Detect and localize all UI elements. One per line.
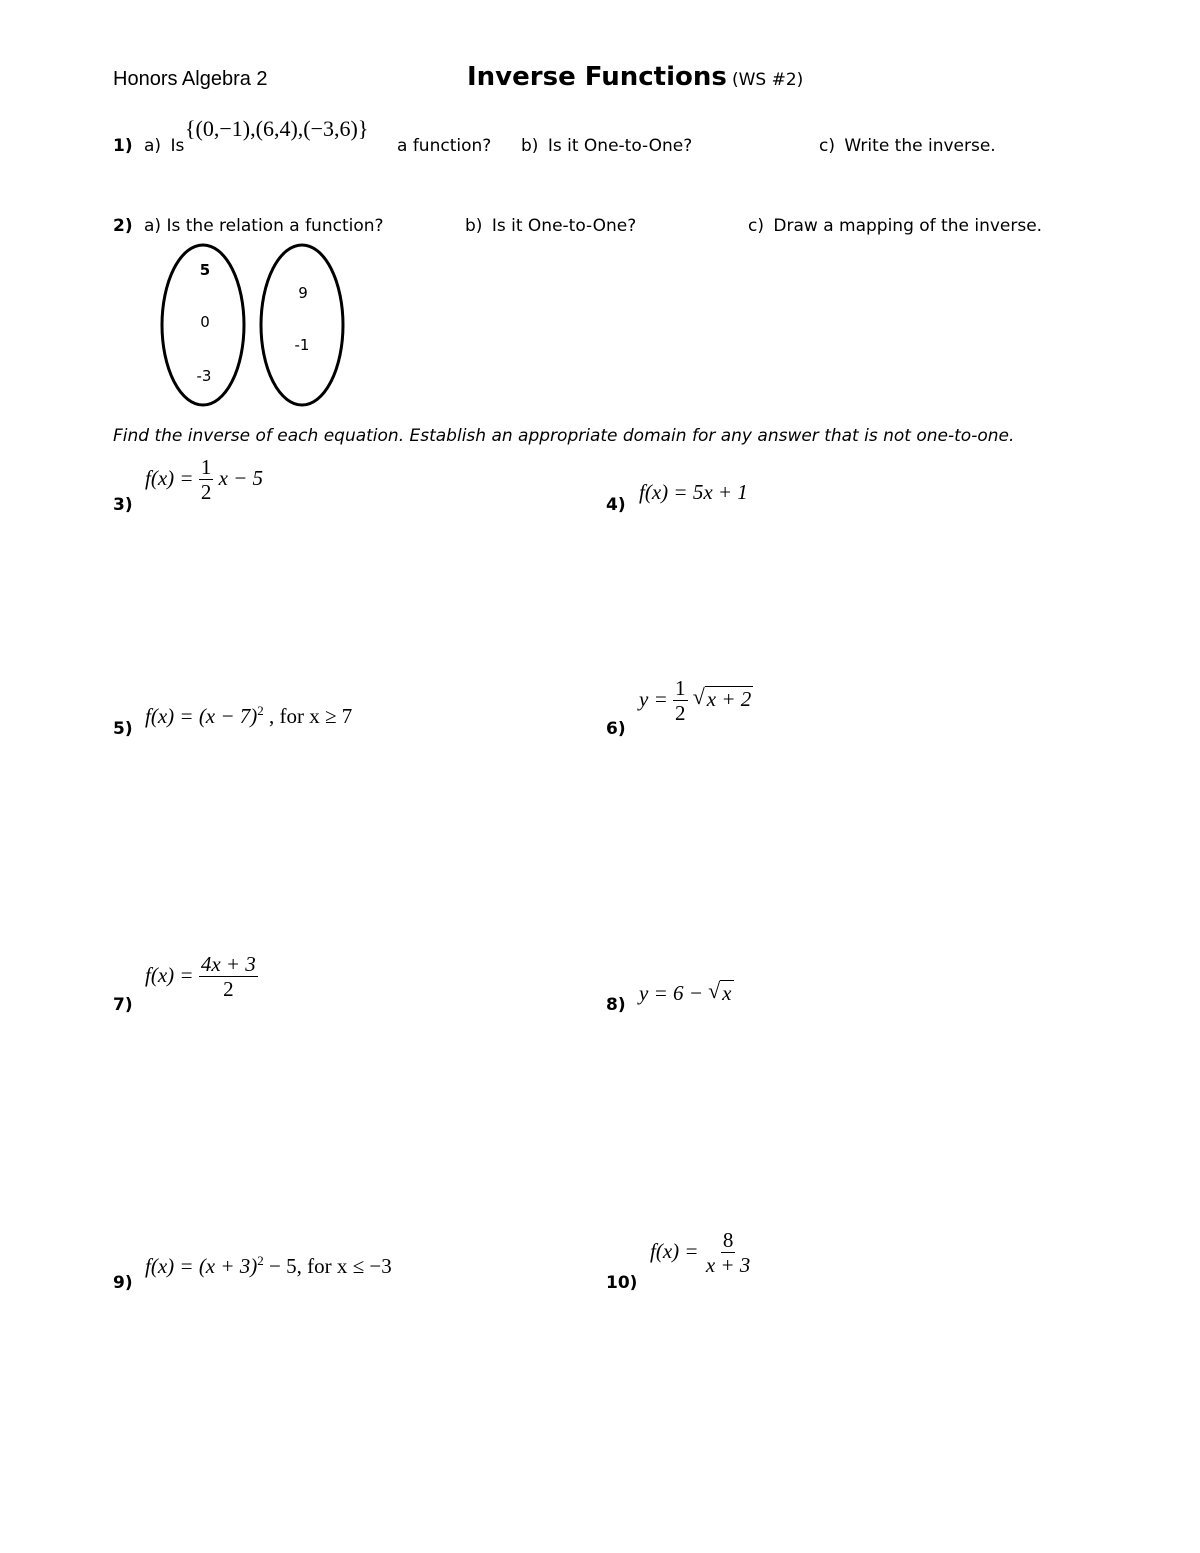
numerator: 1 <box>200 455 212 479</box>
fraction <box>673 678 688 724</box>
question-text: Is the relation a function? <box>166 216 384 236</box>
title-subtitle: (WS #2) <box>731 70 804 90</box>
equation <box>145 703 352 729</box>
fraction <box>199 457 214 503</box>
equation <box>145 1253 392 1279</box>
part-label: c) <box>819 136 835 156</box>
question-number: 1) <box>113 136 133 156</box>
question-text: a function? <box>397 136 492 156</box>
problem-number: 6) <box>606 719 626 739</box>
question-c <box>819 136 996 156</box>
equation <box>145 457 263 503</box>
problem-8 <box>606 978 906 1023</box>
domain-value: 0 <box>200 313 210 331</box>
equation-lhs: y = <box>639 686 668 711</box>
problem-10 <box>606 1228 906 1298</box>
numerator: 1 <box>675 676 686 700</box>
problem-number: 9) <box>113 1273 133 1293</box>
exponent: 2 <box>257 703 264 718</box>
fraction <box>199 954 258 1000</box>
title-text: Inverse Functions <box>467 62 727 92</box>
range-value: 9 <box>298 284 308 302</box>
domain-value: -3 <box>196 367 212 385</box>
equation: f(x) = 5x + 1 <box>639 480 748 504</box>
question-text: Write the inverse. <box>844 136 996 156</box>
domain-value: 5 <box>199 261 211 279</box>
question-text: Is it One-to-One? <box>491 216 637 236</box>
equation <box>145 954 258 1000</box>
problem-number: 10) <box>606 1273 638 1293</box>
equation <box>650 1230 752 1276</box>
fraction <box>704 1230 753 1276</box>
mapping-diagram <box>155 240 355 412</box>
course-name: Honors Algebra 2 <box>113 68 268 90</box>
question-text: Is it One-to-One? <box>547 136 693 156</box>
instructions: Find the inverse of each equation. Establish an appropriate domain for any answer that is not one-to-one. <box>113 426 1015 446</box>
equation-lhs: f(x) = (x − 7) <box>145 704 258 728</box>
equation-rest: x − 5 <box>218 465 264 490</box>
question-c <box>748 216 1042 236</box>
problem-4 <box>606 478 906 518</box>
problem-number: 7) <box>113 995 133 1015</box>
part-label: a) <box>144 216 162 236</box>
radicand: x <box>722 981 732 1005</box>
part-label: c) <box>748 216 764 236</box>
equation <box>639 678 753 724</box>
question-text: Draw a mapping of the inverse. <box>773 216 1043 236</box>
radicand: x + 2 <box>706 686 752 711</box>
problem-5 <box>113 700 533 745</box>
equation-lhs: y = 6 − <box>639 981 703 1005</box>
ordered-pair-set: {(0,−1),(6,4),(−3,6)} <box>185 116 369 141</box>
equation-rest: − 5, for x ≤ −3 <box>263 1254 392 1278</box>
problem-9 <box>113 1250 553 1295</box>
exponent: 2 <box>257 1253 264 1268</box>
equation-lhs: f(x) = <box>145 465 194 490</box>
problem-number: 4) <box>606 495 626 515</box>
radical-sign: √ <box>708 978 721 1003</box>
equation-lhs: f(x) = (x + 3) <box>145 1254 258 1278</box>
problem-6 <box>606 676 906 746</box>
numerator: 8 <box>722 1228 734 1252</box>
part-label: a) <box>144 136 162 156</box>
numerator: 4x + 3 <box>200 952 256 976</box>
square-root <box>692 683 754 712</box>
question-number: 2) <box>113 216 133 236</box>
denominator: x + 3 <box>705 1253 751 1277</box>
equation-rest: , for x ≥ 7 <box>263 704 353 728</box>
question-b <box>521 136 692 156</box>
range-value: -1 <box>294 336 310 354</box>
problem-7 <box>113 952 513 1022</box>
denominator: 2 <box>675 701 686 725</box>
question-b <box>465 216 636 236</box>
worksheet-title <box>467 62 803 92</box>
denominator: 2 <box>200 480 212 504</box>
problem-number: 8) <box>606 995 626 1015</box>
part-label: b) <box>521 136 539 156</box>
radical-sign: √ <box>692 683 705 709</box>
part-label: b) <box>465 216 483 236</box>
problem-number: 5) <box>113 719 133 739</box>
question-1 <box>113 116 1113 166</box>
range-oval <box>261 245 343 405</box>
denominator: 2 <box>223 977 234 1001</box>
problem-3 <box>113 455 513 525</box>
question-text: Is <box>170 136 185 156</box>
square-root <box>708 978 733 1006</box>
equation <box>639 978 734 1006</box>
equation-lhs: f(x) = <box>650 1238 699 1263</box>
equation-lhs: f(x) = <box>145 962 194 987</box>
problem-number: 3) <box>113 495 133 515</box>
